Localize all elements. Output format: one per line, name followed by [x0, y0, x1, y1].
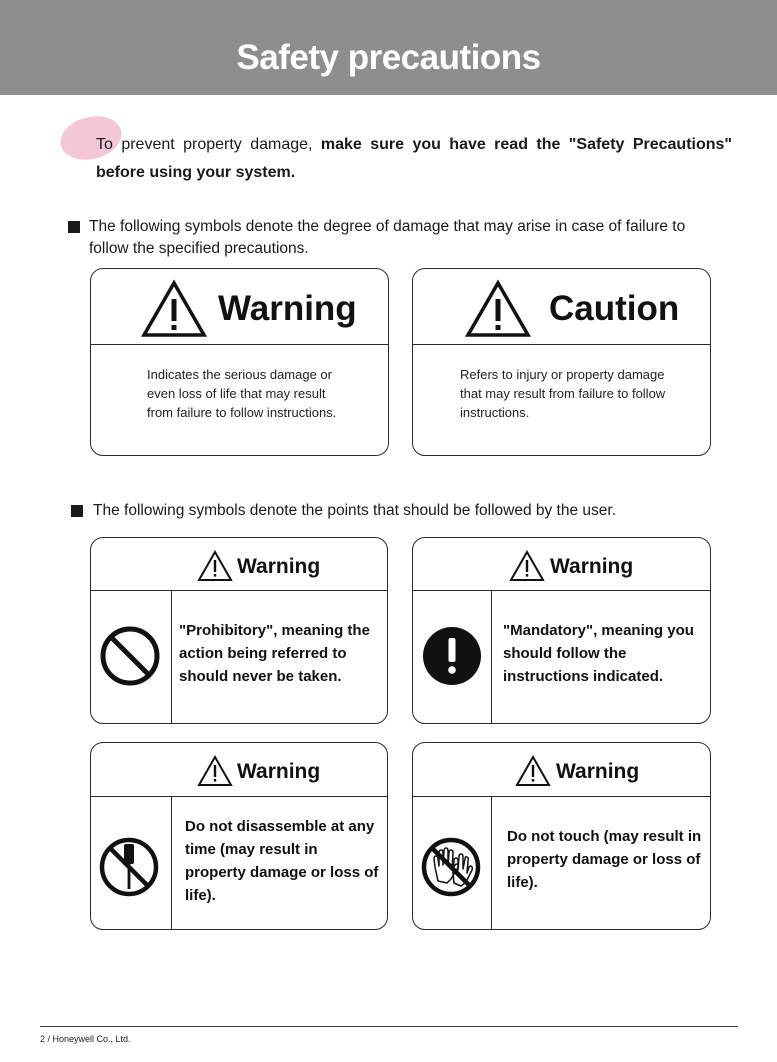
section1-text: The following symbols denote the degree of damage that may arise in case of failure to follow the specified precautions. [89, 218, 686, 257]
intro-normal-text: To prevent property damage, [96, 136, 321, 153]
divider [171, 590, 172, 723]
divider [491, 590, 492, 723]
divider [491, 796, 492, 929]
box-title: Warning [237, 760, 321, 783]
box-title: Warning [237, 555, 321, 578]
prohibitory-icon [99, 625, 161, 687]
no-disassemble-description: Do not disassemble at any time (may result in property damage or loss of life). [185, 818, 379, 904]
no-touch-description: Do not touch (may result in property damage or loss of life). [507, 828, 702, 891]
no-touch-box [412, 742, 711, 930]
warning-definition-box [90, 268, 389, 456]
divider [91, 344, 388, 345]
section2-text: The following symbols denote the points that should be followed by the user. [93, 502, 617, 519]
box-title: Warning [550, 555, 634, 578]
mandatory-icon [421, 625, 483, 687]
prohibitory-box [90, 537, 388, 724]
caution-description: Refers to injury or property damage that may result from failure to follow instructions. [460, 367, 666, 420]
warning-title: Warning [218, 289, 357, 328]
divider [91, 590, 387, 591]
box-title: Warning [556, 760, 640, 783]
bullet-square [71, 505, 83, 517]
intro-bold-text: make sure you have read the "Safety Precautions" before using your system. [96, 136, 732, 181]
warning-triangle-icon [515, 755, 551, 787]
footer-rule [40, 1026, 738, 1027]
mandatory-box [412, 537, 711, 724]
divider [171, 796, 172, 929]
warning-triangle-icon [509, 550, 545, 582]
divider [413, 796, 710, 797]
page-title: Safety precautions [236, 38, 541, 77]
no-disassemble-icon [99, 837, 159, 897]
bullet-square [68, 221, 80, 233]
warning-description: Indicates the serious damage or even loss of life that may result from failure to follow instructions. [147, 367, 337, 420]
divider [413, 344, 710, 345]
warning-triangle-icon [141, 280, 207, 338]
no-disassemble-box [90, 742, 388, 930]
warning-triangle-icon [197, 755, 233, 787]
caution-definition-box [412, 268, 711, 456]
divider [91, 796, 387, 797]
intro-paragraph [96, 131, 732, 187]
caution-title: Caution [549, 289, 680, 328]
prohibitory-description: "Prohibitory", meaning the action being referred to should never be taken. [179, 622, 370, 685]
warning-triangle-icon [197, 550, 233, 582]
no-touch-icon [421, 837, 481, 897]
page-header [0, 0, 777, 95]
caution-triangle-icon [465, 280, 531, 338]
mandatory-description: "Mandatory", meaning you should follow the instructions indicated. [503, 622, 694, 685]
divider [413, 590, 710, 591]
page-footer: 2 / Honeywell Co., Ltd. [40, 1034, 131, 1044]
